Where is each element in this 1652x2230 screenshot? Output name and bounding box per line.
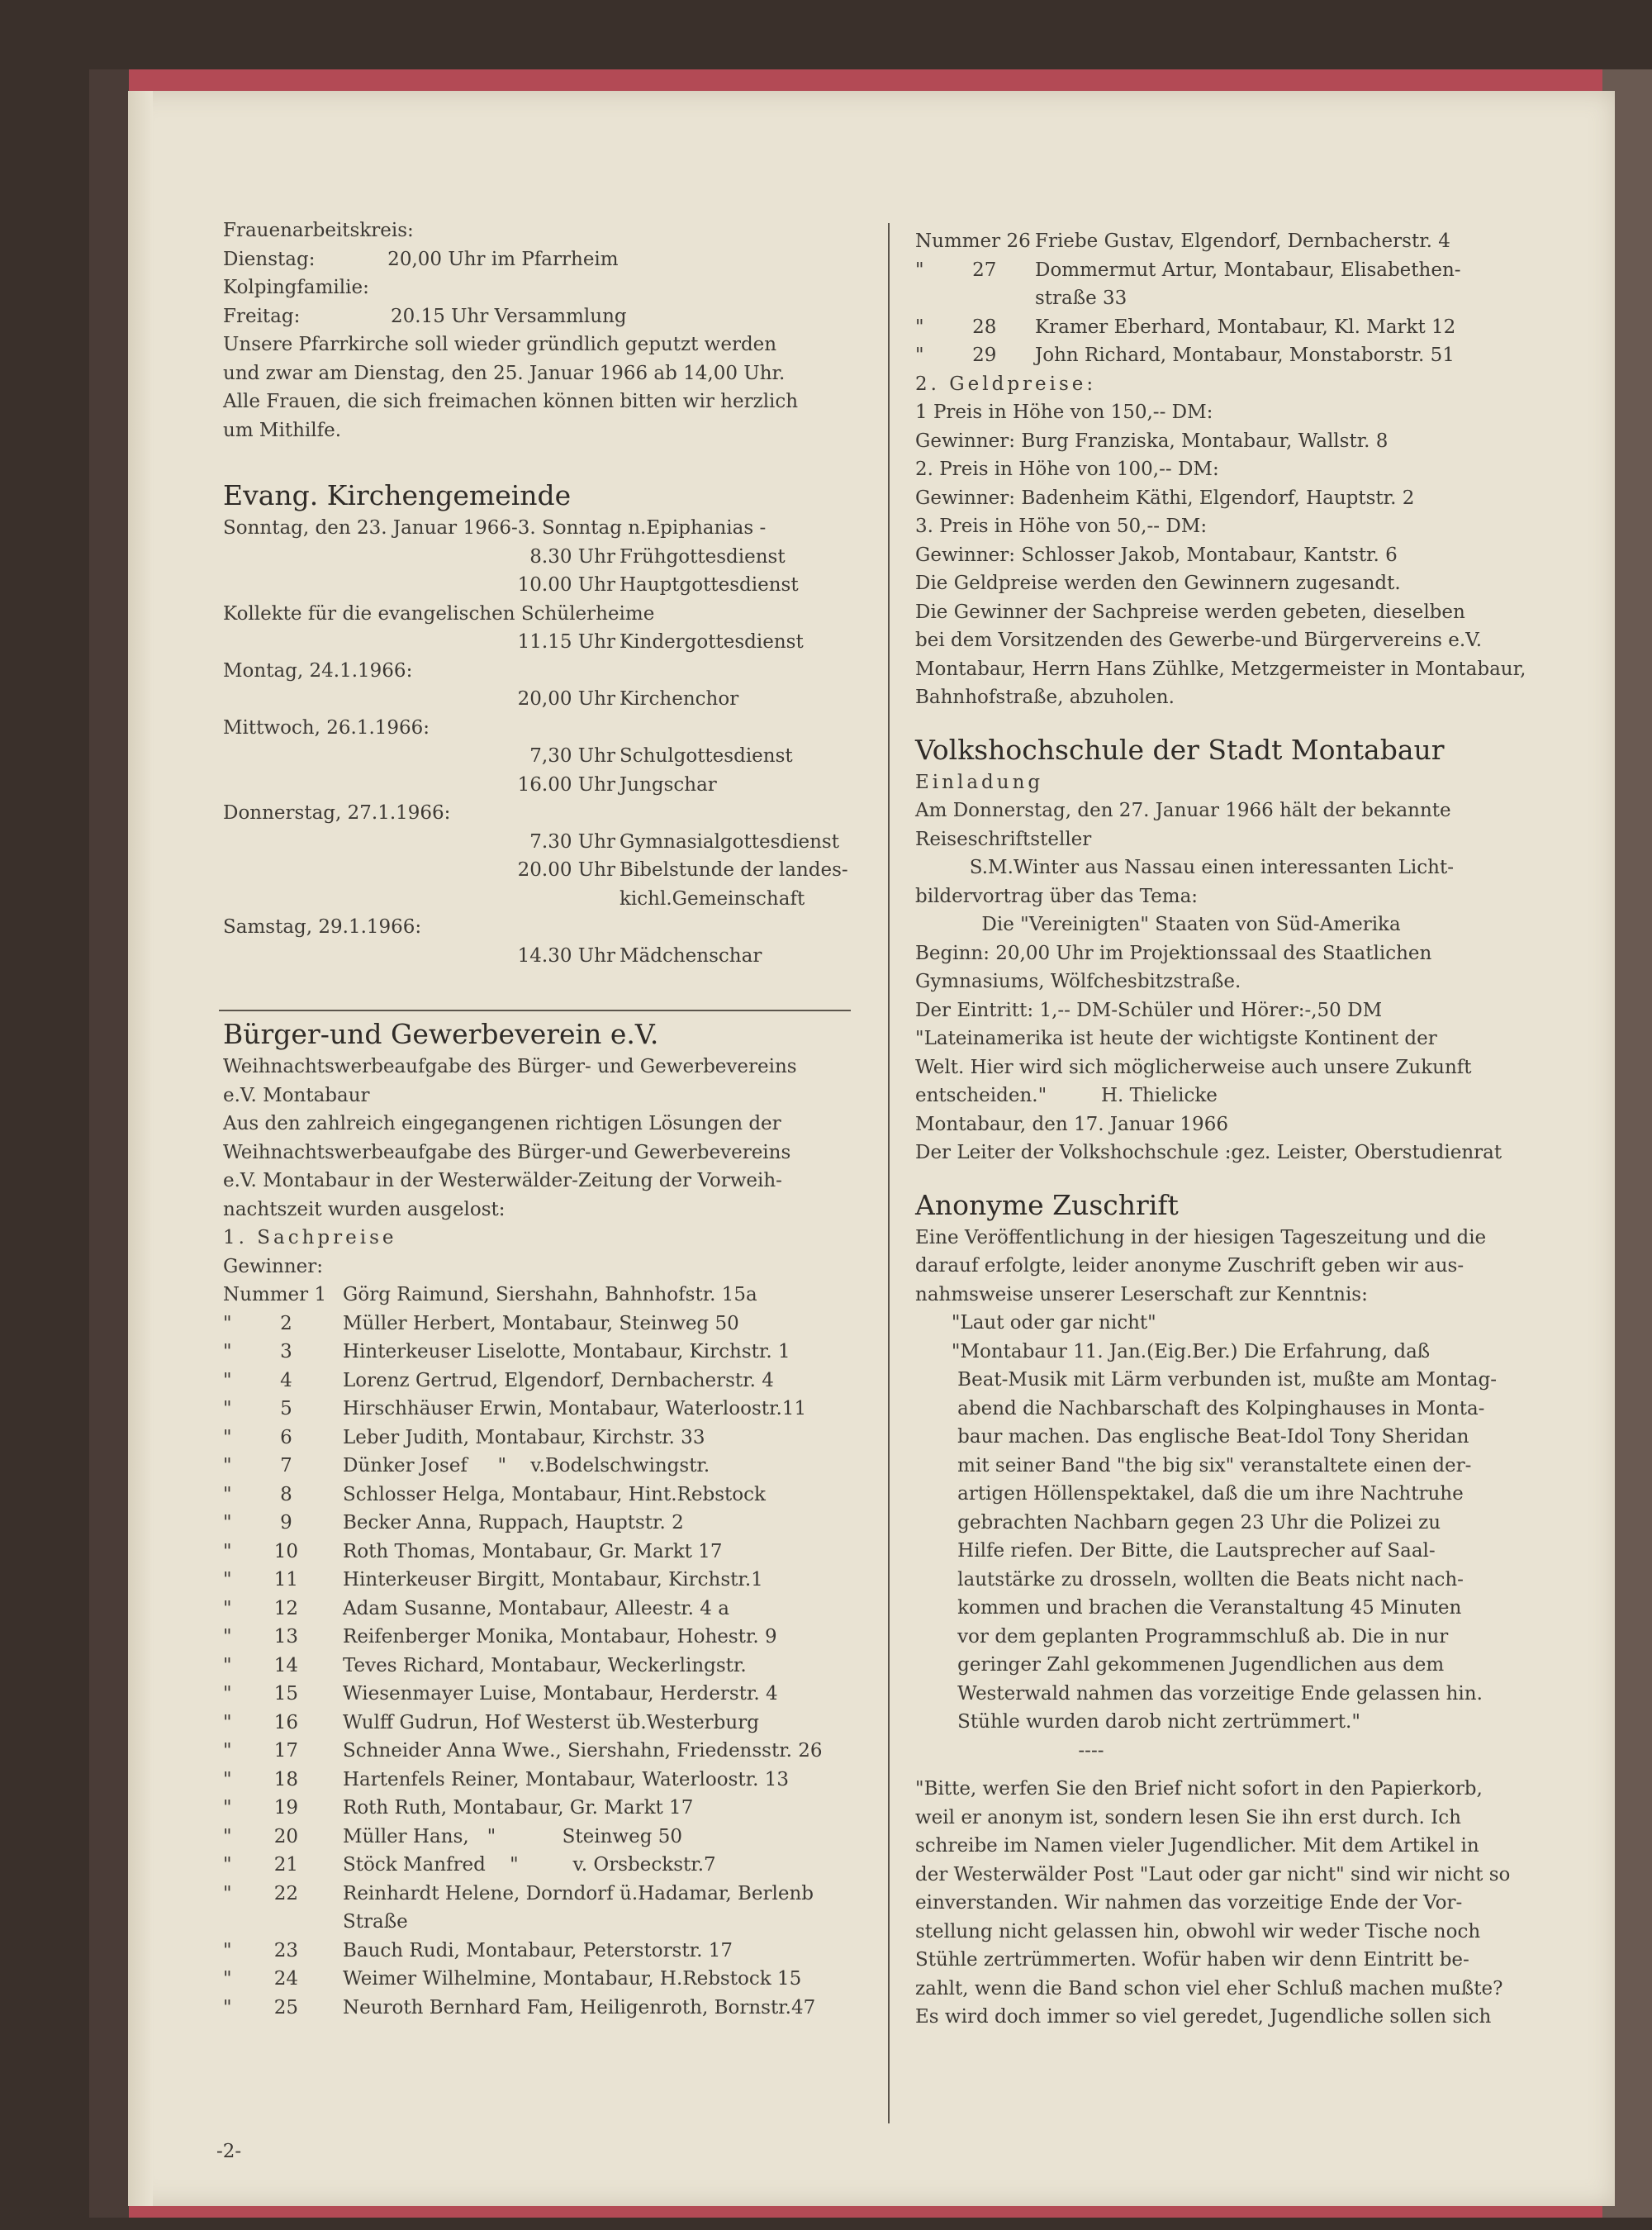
winner-row: [223, 1310, 851, 1338]
winner-row: [223, 1965, 851, 1994]
evang-schedule: [223, 543, 851, 971]
schedule-time: 20.00 Uhr: [517, 859, 615, 881]
schedule-event: Frühgottesdienst: [620, 545, 786, 568]
winner-number: " 14: [223, 1654, 299, 1676]
winner-name: Roth Thomas, Montabaur, Gr. Markt 17: [343, 1540, 723, 1562]
winner-number: " 9: [223, 1512, 292, 1533]
winner-row: [915, 341, 1584, 370]
text-line: darauf erfolgte, leider anonyme Zuschrift geben wir aus-: [915, 1255, 1464, 1277]
text-line: mit seiner Band "the big six" veranstaltete einen der-: [915, 1454, 1472, 1476]
text-line: geringer Zahl gekommenen Jugendlichen aus dem: [915, 1654, 1445, 1676]
text-line: Montabaur, den 17. Januar 1966: [915, 1113, 1228, 1135]
winner-number: " 25: [223, 1996, 299, 2018]
text-line: 2. Geldpreise:: [915, 373, 1097, 395]
text-line: "Laut oder gar nicht": [915, 1312, 1156, 1334]
winner-number: " 15: [223, 1683, 299, 1705]
winner-row: [223, 1851, 851, 1880]
schedule-row: [223, 856, 851, 885]
schedule-event: Kirchenchor: [620, 688, 739, 710]
text-line: lautstärke zu drosseln, wollten die Beats nicht nach-: [915, 1568, 1464, 1590]
winner-name: John Richard, Montabaur, Monstaborstr. 51: [1035, 345, 1455, 366]
winner-row: [223, 1395, 851, 1424]
schedule-time: [223, 885, 615, 914]
schedule-row: [223, 799, 851, 828]
winner-number: " 18: [223, 1768, 299, 1790]
text-line: Montabaur, Herrn Hans Zühlke, Metzgermeister in Montabaur,: [915, 658, 1526, 680]
winner-list: [223, 1281, 851, 2022]
text-line: e.V. Montabaur: [223, 1084, 370, 1106]
winner-row: [223, 1452, 851, 1481]
winner-name: Lorenz Gertrud, Elgendorf, Dernbacherstr. 4: [343, 1369, 774, 1391]
winner-number: " 19: [223, 1797, 299, 1819]
text-line: Stühle zertrümmerten. Wofür haben wir denn Eintritt be-: [915, 1949, 1469, 1971]
text-line: und zwar am Dienstag, den 25. Januar 1966 ab 14,00 Uhr.: [223, 362, 786, 384]
winner-name: Hinterkeuser Birgitt, Montabaur, Kirchstr.1: [343, 1569, 763, 1590]
heading-evang: Evang. Kirchengemeinde: [223, 479, 572, 511]
winner-number: " 28: [915, 316, 997, 338]
frauen-section: [223, 216, 851, 445]
winner-row: [223, 1595, 851, 1624]
binder-spine: [89, 69, 129, 2218]
anon-text: [915, 1224, 1584, 2032]
text-line: Hilfe riefen. Der Bitte, die Lautsprecher auf Saal-: [915, 1540, 1436, 1562]
schedule-time: 8.30 Uhr: [529, 545, 615, 568]
winner-list-continued: [915, 227, 1584, 370]
text-line: Aus den zahlreich eingegangenen richtigen Lösungen der: [223, 1113, 781, 1134]
column-divider: [888, 223, 890, 2123]
schedule-time: 7.30 Uhr: [529, 830, 615, 853]
text-line: Der Eintritt: 1,-- DM-Schüler und Hörer:-,50 DM: [915, 999, 1383, 1021]
winner-name: Straße: [343, 1911, 408, 1933]
schedule-time: 16.00 Uhr: [517, 773, 615, 796]
winner-name: Dünker Josef " v.Bodelschwingstr.: [343, 1455, 710, 1476]
text-line: S.M.Winter aus Nassau einen interessanten Licht-: [915, 857, 1454, 878]
winner-name: Reifenberger Monika, Montabaur, Hohestr. 9: [343, 1626, 777, 1648]
text-line: der Westerwälder Post "Laut oder gar nicht" sind wir nicht so: [915, 1863, 1511, 1885]
winner-row: [223, 1737, 851, 1766]
text-line: Einladung: [915, 771, 1044, 793]
winner-number: " 5: [223, 1398, 292, 1419]
schedule-row: [223, 913, 851, 942]
text-line: 3. Preis in Höhe von 50,-- DM:: [915, 516, 1208, 537]
schedule-row: [223, 942, 851, 971]
winner-name: straße 33: [1035, 288, 1127, 309]
winner-number: " 11: [223, 1569, 299, 1590]
schedule-row: [223, 771, 851, 800]
text-line: artigen Höllenspektakel, daß die um ihre Nachtruhe: [915, 1483, 1464, 1505]
winner-row: [223, 1994, 851, 2023]
schedule-event: Jungschar: [620, 773, 717, 796]
schedule-row: [223, 628, 851, 657]
text-line: "Bitte, werfen Sie den Brief nicht sofort in den Papierkorb,: [915, 1778, 1483, 1800]
schedule-event: Hauptgottesdienst: [620, 574, 799, 596]
right-column: [915, 227, 1584, 2032]
text-line: baur machen. Das englische Beat-Idol Tony Sheridan: [915, 1426, 1469, 1448]
winner-number: " 16: [223, 1711, 299, 1733]
schedule-row: [223, 543, 851, 572]
schedule-time: 10.00 Uhr: [517, 574, 615, 596]
winner-row: [223, 1937, 851, 1966]
winner-name: Friebe Gustav, Elgendorf, Dernbacherstr. 4: [1035, 231, 1450, 252]
text-line: Unsere Pfarrkirche soll wieder gründlich geputzt werden: [223, 334, 777, 355]
schedule-label: Mittwoch, 26.1.1966:: [223, 716, 430, 739]
winner-number: " 13: [223, 1626, 299, 1648]
schedule-label: Montag, 24.1.1966:: [223, 659, 413, 682]
text-line: nahmsweise unserer Leserschaft zur Kenntnis:: [915, 1283, 1368, 1305]
text-line: entscheiden." H. Thielicke: [915, 1085, 1218, 1106]
winner-name: Görg Raimund, Siershahn, Bahnhofstr. 15a: [343, 1284, 757, 1305]
winner-name: Wiesenmayer Luise, Montabaur, Herderstr. 4: [343, 1683, 778, 1705]
text-line: bildervortrag über das Tema:: [915, 885, 1199, 907]
text-line: Gewinner: Schlosser Jakob, Montabaur, Kantstr. 6: [915, 544, 1398, 566]
schedule-row: [223, 885, 851, 914]
schedule-time: 14.30 Uhr: [517, 944, 615, 967]
winner-row: [915, 227, 1584, 256]
winner-number: " 4: [223, 1369, 292, 1391]
text-line: Die Geldpreise werden den Gewinnern zugesandt.: [915, 573, 1401, 594]
text-line: Es wird doch immer so viel geredet, Jugendliche sollen sich: [915, 2006, 1492, 2028]
winner-row: [223, 1880, 851, 1909]
winner-row: [223, 1680, 851, 1709]
winner-number: [915, 284, 1035, 313]
text-line: ----: [915, 1739, 1104, 1762]
winner-number: " 20: [223, 1825, 299, 1847]
text-line: schreibe im Namen vieler Jugendlicher. Mit dem Artikel in: [915, 1835, 1479, 1857]
winner-number: " 17: [223, 1740, 299, 1762]
winner-row: [223, 1794, 851, 1823]
text-line: zahlt, wenn die Band schon viel eher Schluß machen mußte?: [915, 1977, 1503, 1999]
page-edge: [128, 91, 153, 2206]
text-line: "Montabaur 11. Jan.(Eig.Ber.) Die Erfahrung, daß: [915, 1340, 1431, 1362]
winner-number: " 23: [223, 1939, 299, 1961]
text-line: Gymnasiums, Wölfchesbitzstraße.: [915, 971, 1241, 992]
text-line: nachtszeit wurden ausgelost:: [223, 1198, 506, 1220]
text-line: vor dem geplanten Programmschluß ab. Die in nur: [915, 1625, 1449, 1648]
text-line: gebrachten Nachbarn gegen 23 Uhr die Polizei zu: [915, 1511, 1441, 1533]
text-line: weil er anonym ist, sondern lesen Sie ihn erst durch. Ich: [915, 1806, 1461, 1828]
winner-name: Hinterkeuser Liselotte, Montabaur, Kirchstr. 1: [343, 1341, 790, 1362]
winner-row: [223, 1281, 851, 1310]
winner-row: [223, 1709, 851, 1738]
winner-row: [223, 1766, 851, 1795]
text-line: Westerwald nahmen das vorzeitige Ende gelassen hin.: [915, 1682, 1483, 1705]
text-line: Der Leiter der Volkshochschule :gez. Leister, Oberstudienrat: [915, 1142, 1502, 1163]
winner-row: [223, 1509, 851, 1538]
left-column: [223, 216, 851, 2022]
text-line: Beginn: 20,00 Uhr im Projektionssaal des Staatlichen: [915, 942, 1432, 964]
heading-buerger: Bürger-und Gewerbeverein e.V.: [223, 1018, 659, 1050]
text-line: Welt. Hier wird sich möglicherweise auch unsere Zukunft: [915, 1056, 1472, 1078]
winner-name: Schlosser Helga, Montabaur, Hint.Rebstock: [343, 1483, 766, 1505]
winner-name: Roth Ruth, Montabaur, Gr. Markt 17: [343, 1797, 694, 1819]
winner-number: " 3: [223, 1341, 292, 1362]
winner-name: Neuroth Bernhard Fam, Heiligenroth, Bornstr.47: [343, 1996, 816, 2018]
text-line: Weihnachtswerbeaufgabe des Bürger-und Gewerbevereins: [223, 1141, 791, 1163]
winner-row: [223, 1908, 851, 1937]
winner-name: Reinhardt Helene, Dorndorf ü.Hadamar, Berlenb: [343, 1882, 814, 1904]
vhs-text: [915, 768, 1584, 1167]
buerger-text: [223, 1053, 851, 1281]
winner-number: " 10: [223, 1540, 299, 1562]
schedule-row: [223, 828, 851, 857]
text-line: Freitag: 20.15 Uhr Versammlung: [223, 305, 627, 327]
text-line: e.V. Montabaur in der Westerwälder-Zeitung der Vorweih-: [223, 1170, 782, 1191]
schedule-row: [223, 600, 851, 629]
winner-row: [223, 1566, 851, 1595]
schedule-label: Samstag, 29.1.1966:: [223, 916, 422, 938]
winner-row: [223, 1367, 851, 1396]
heading-anon: Anonyme Zuschrift: [915, 1188, 1179, 1221]
winner-number: " 2: [223, 1312, 292, 1334]
text-line: stellung nicht gelassen hin, obwohl wir weder Tische noch: [915, 1920, 1481, 1942]
winner-number: " 12: [223, 1597, 299, 1619]
schedule-event: Schulgottesdienst: [620, 745, 793, 767]
text-line: kommen und brachen die Veranstaltung 45 Minuten: [915, 1597, 1462, 1619]
text-line: Kolpingfamilie:: [223, 277, 369, 298]
schedule-row: [223, 685, 851, 714]
text-line: Gewinner: Burg Franziska, Montabaur, Wallstr. 8: [915, 430, 1389, 452]
winner-name: Stöck Manfred " v. Orsbeckstr.7: [343, 1854, 716, 1876]
winner-number: " 6: [223, 1426, 292, 1448]
winner-name: Hirschhäuser Erwin, Montabaur, Waterloostr.11: [343, 1398, 807, 1419]
text-line: bei dem Vorsitzenden des Gewerbe-und Bürgervereins e.V.: [915, 630, 1483, 651]
winner-row: [915, 284, 1584, 313]
text-line: 1. Sachpreise: [223, 1227, 397, 1248]
text-line: abend die Nachbarschaft des Kolpinghauses in Monta-: [915, 1397, 1485, 1419]
schedule-row: [223, 657, 851, 686]
text-line: Frauenarbeitskreis:: [223, 220, 414, 241]
winner-row: [915, 256, 1584, 285]
text-line: "Lateinamerika ist heute der wichtigste Kontinent der: [915, 1028, 1437, 1049]
page-number: -2-: [216, 2141, 242, 2162]
text-line: einverstanden. Wir nahmen das vorzeitige Ende der Vor-: [915, 1892, 1463, 1914]
winner-row: [223, 1623, 851, 1652]
schedule-row: [223, 571, 851, 600]
winner-number: " 7: [223, 1455, 292, 1476]
text-line: Dienstag: 20,00 Uhr im Pfarrheim: [223, 248, 619, 270]
winner-name: Dommermut Artur, Montabaur, Elisabethen-: [1035, 259, 1461, 281]
schedule-event: Bibelstunde der landes-: [620, 859, 848, 881]
schedule-event: Kindergottesdienst: [620, 631, 804, 653]
winner-name: Leber Judith, Montabaur, Kirchstr. 33: [343, 1426, 705, 1448]
winner-number: " 29: [915, 345, 997, 366]
winner-name: Teves Richard, Montabaur, Weckerlingstr.: [343, 1654, 747, 1676]
text-line: Eine Veröffentlichung in der hiesigen Tageszeitung und die: [915, 1226, 1487, 1248]
winner-name: Müller Hans, " Steinweg 50: [343, 1825, 683, 1847]
evang-intro: Sonntag, den 23. Januar 1966-3. Sonntag n.Epiphanias -: [223, 517, 767, 539]
text-line: Bahnhofstraße, abzuholen.: [915, 687, 1175, 708]
spacer: [915, 1765, 1584, 1775]
winner-number: Nummer 26: [915, 231, 1031, 252]
schedule-event: Gymnasialgottesdienst: [620, 830, 839, 853]
schedule-time: 20,00 Uhr: [517, 688, 615, 710]
schedule-event: kichl.Gemeinschaft: [620, 887, 805, 910]
text-line: Beat-Musik mit Lärm verbunden ist, mußte am Montag-: [915, 1369, 1498, 1391]
text-line: 1 Preis in Höhe von 150,-- DM:: [915, 402, 1213, 423]
winner-name: Hartenfels Reiner, Montabaur, Waterloostr. 13: [343, 1768, 789, 1790]
winner-name: Becker Anna, Ruppach, Hauptstr. 2: [343, 1512, 684, 1533]
heading-vhs: Volkshochschule der Stadt Montabaur: [915, 733, 1445, 766]
winner-name: Adam Susanne, Montabaur, Alleestr. 4 a: [343, 1597, 729, 1619]
winner-name: Weimer Wilhelmine, Montabaur, H.Rebstock 15: [343, 1968, 802, 1990]
schedule-label: Donnerstag, 27.1.1966:: [223, 802, 451, 824]
schedule-row: [223, 714, 851, 743]
geld-section: [915, 370, 1584, 712]
winner-name: Wulff Gudrun, Hof Westerst üb.Westerburg: [343, 1711, 759, 1733]
winner-row: [223, 1338, 851, 1367]
winner-number: " 8: [223, 1483, 292, 1505]
winner-number: " 24: [223, 1968, 299, 1990]
text-line: Die Gewinner der Sachpreise werden gebeten, dieselben: [915, 601, 1465, 623]
winner-row: [223, 1424, 851, 1453]
winner-name: Bauch Rudi, Montabaur, Peterstorstr. 17: [343, 1939, 733, 1961]
text-line: Stühle wurden darob nicht zertrümmert.": [915, 1711, 1360, 1733]
schedule-row: [223, 742, 851, 771]
winner-number: Nummer 1: [223, 1284, 327, 1305]
winner-name: Schneider Anna Wwe., Siershahn, Friedensstr. 26: [343, 1740, 823, 1762]
text-line: Am Donnerstag, den 27. Januar 1966 hält der bekannte: [915, 800, 1451, 821]
winner-number: " 22: [223, 1882, 299, 1904]
text-line: um Mithilfe.: [223, 419, 342, 441]
text-line: 2. Preis in Höhe von 100,-- DM:: [915, 459, 1219, 480]
schedule-event: Mädchenschar: [620, 944, 762, 967]
text-line: Gewinner: Badenheim Käthi, Elgendorf, Hauptstr. 2: [915, 487, 1415, 509]
schedule-time: 11.15 Uhr: [517, 631, 615, 653]
winner-row: [223, 1481, 851, 1510]
winner-number: " 21: [223, 1854, 299, 1876]
schedule-label: Kollekte für die evangelischen Schülerheime: [223, 602, 655, 625]
winner-name: Müller Herbert, Montabaur, Steinweg 50: [343, 1312, 739, 1334]
text-line: Gewinner:: [223, 1255, 324, 1277]
winner-row: [223, 1652, 851, 1681]
text-line: Alle Frauen, die sich freimachen können bitten wir herzlich: [223, 391, 799, 412]
winner-row: [223, 1538, 851, 1567]
text-line: Reiseschriftsteller: [915, 828, 1092, 850]
text-line: Weihnachtswerbeaufgabe des Bürger- und Gewerbevereins: [223, 1056, 797, 1077]
text-line: Die "Vereinigten" Staaten von Süd-Amerika: [915, 914, 1401, 935]
winner-row: [915, 313, 1584, 342]
winner-name: Kramer Eberhard, Montabaur, Kl. Markt 12: [1035, 316, 1456, 338]
schedule-time: 7,30 Uhr: [529, 745, 615, 767]
winner-row: [223, 1823, 851, 1852]
winner-number: " 27: [915, 259, 997, 281]
winner-number: [223, 1908, 343, 1937]
